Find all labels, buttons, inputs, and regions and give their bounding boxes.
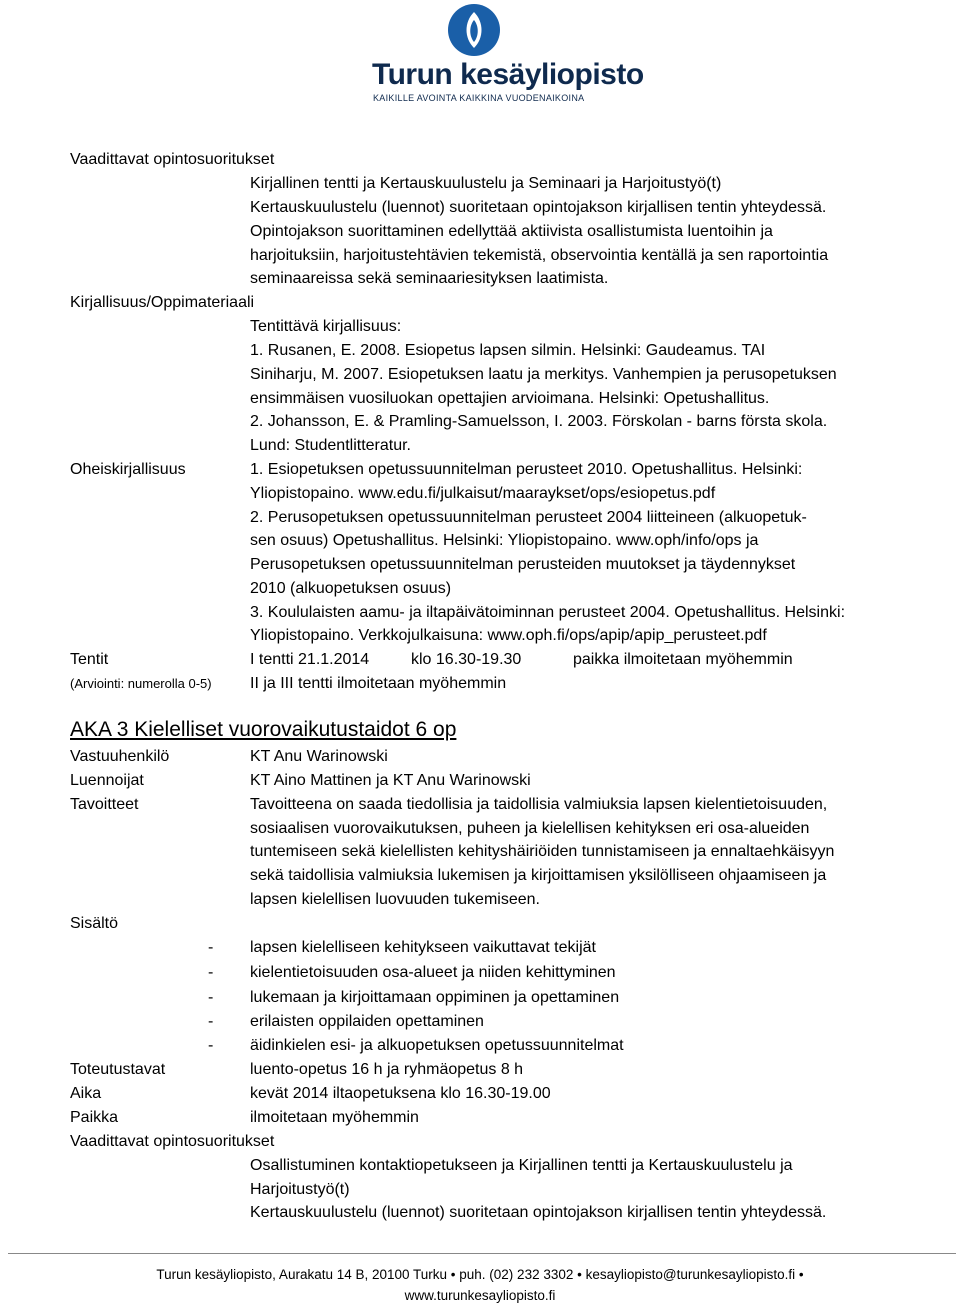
required-line: Kertauskuulustelu (luennot) suoritetaan opintojakson kirjallisen tentin yhteydessä. [250,199,827,216]
side-literature-line: 1. Esiopetuksen opetussuunnitelman perusteet 2010. Opetushallitus. Helsinki: [250,461,803,478]
side-literature-line: 3. Koululaisten aamu- ja iltapäivätoiminnan perusteet 2004. Opetushallitus. Helsinki: [250,604,846,621]
side-literature-line: Perusopetuksen opetussuunnitelman perusteiden muutokset ja täydennykset [250,556,796,573]
implementation-label: Toteutustavat [70,1061,166,1078]
goals-line: sosiaalisen vuorovaikutuksen, puheen ja kielellisen kehityksen eri osa-alueiden [250,820,810,837]
content-label: Sisältö [70,915,119,932]
list-item: kielentietoisuuden osa-alueet ja niiden kehittyminen [250,964,616,981]
logo-tagline: KAIKILLE AVOINTA KAIKKINA VUODENAIKOINA [373,93,585,103]
required-line: harjoituksiin, harjoitustehtävien tekemistä, observointia kentällä ja sen raportointia [250,247,829,264]
list-item: lapsen kielelliseen kehitykseen vaikuttavat tekijät [250,939,596,956]
grading-label: (Arviointi: numerolla 0-5) [70,676,212,691]
course-heading: AKA 3 Kielelliset vuorovaikutustaidot 6 op [70,718,457,741]
required-line-2: Osallistuminen kontaktiopetukseen ja Kirjallinen tentti ja Kertauskuulustelu ja [250,1157,793,1174]
responsible-name: Anu Warinowski [273,748,388,765]
list-item: äidinkielen esi- ja alkuopetuksen opetussuunnitelmat [250,1037,624,1054]
goals-line: tuntemiseen sekä kielellisten kehityshäiriöiden tunnistamiseen ja ennaltaehkäisyyn [250,843,835,860]
literature-line: ensimmäisen vuosiluokan opettajien arvioimana. Helsinki: Opetushallitus. [250,390,770,407]
time: kevät 2014 iltaopetuksena klo 16.30-19.00 [250,1085,551,1102]
place: ilmoitetaan myöhemmin [250,1109,419,1126]
implementation: luento-opetus 16 h ja ryhmäopetus 8 h [250,1061,524,1078]
footer-website[interactable]: www.turunkesayliopisto.fi [404,1288,556,1303]
required-line-2: Kertauskuulustelu (luennot) suoritetaan opintojakson kirjallisen tentin yhteydessä. [250,1204,827,1221]
literature-line: Siniharju, M. 2007. Esiopetuksen laatu ja merkitys. Vanhempien ja perusopetuksen [250,366,837,383]
logo-name: Turun kesäyliopisto [372,58,644,91]
list-item: lukemaan ja kirjoittamaan oppiminen ja opettaminen [250,989,620,1006]
side-literature-line: Yliopistopaino. Verkkojulkaisuna: www.oph.fi/ops/apip/apip_perusteet.pdf [250,627,767,644]
goals-label: Tavoitteet [70,796,139,813]
list-item: erilaisten oppilaiden opettaminen [250,1013,484,1030]
goals-line: Tavoitteena on saada tiedollisia ja taidollisia valmiuksia lapsen kielentietoisuuden, [250,796,828,813]
exam-1: I tentti 21.1.2014 [250,651,370,668]
exams-label: Tentit [70,651,109,668]
goals-line: lapsen kielellisen luovuuden tukemiseen. [250,891,540,908]
required-line: Opintojakson suorittaminen edellyttää aktiivista osallistumista luentoihin ja [250,223,773,240]
list-bullet: - [208,1013,214,1030]
exam-1-note: paikka ilmoitetaan myöhemmin [573,651,793,668]
list-bullet: - [208,964,214,981]
literature-label: Kirjallisuus/Oppimateriaali [70,294,255,311]
goals-line: sekä taidollisia valmiuksia lukemisen ja kirjoittamisen yksilölliseen ohjaamiseen ja [250,867,827,884]
side-literature-line: Yliopistopaino. www.edu.fi/julkaisut/maaraykset/ops/esiopetus.pdf [250,485,716,502]
lecturers-label: Luennoijat [70,772,144,789]
list-bullet: - [208,989,214,1006]
side-literature-line: 2010 (alkuopetuksen osuus) [250,580,452,597]
literature-line: Lund: Studentlitteratur. [250,437,411,454]
literature-line: 1. Rusanen, E. 2008. Esiopetus lapsen silmin. Helsinki: Gaudeamus. TAI [250,342,766,359]
required-label-2: Vaadittavat opintosuoritukset [70,1133,275,1150]
responsible-person [250,745,388,769]
place-label: Paikka [70,1109,119,1126]
footer-address: Turun kesäyliopisto, Aurakatu 14 B, 20100 Turku • puh. (02) 232 3302 • kesayliopisto@turunkesayliopisto.fi • [156,1267,804,1282]
responsible-prefix: KT [250,748,271,765]
side-literature-line: sen osuus) Opetushallitus. Helsinki: Yliopistopaino. www.oph/info/ops ja [250,532,759,549]
list-bullet: - [208,939,214,956]
footer-divider [8,1253,956,1254]
side-literature-label: Oheiskirjallisuus [70,461,186,478]
required-line-2: Harjoitustyö(t) [250,1181,350,1198]
literature-line: Tentittävä kirjallisuus: [250,318,402,335]
required-line: seminaareissa sekä seminaariesityksen laatimista. [250,270,609,287]
literature-line: 2. Johansson, E. & Pramling-Samuelsson, I. 2003. Förskolan - barns första skola. [250,413,828,430]
exam-2: II ja III tentti ilmoitetaan myöhemmin [250,675,507,692]
exam-1-time: klo 16.30-19.30 [411,651,522,668]
required-label: Vaadittavat opintosuoritukset [70,151,275,168]
logo-emblem-icon [444,2,504,62]
required-line: Kirjallinen tentti ja Kertauskuulustelu ja Seminaari ja Harjoitustyö(t) [250,175,722,192]
time-label: Aika [70,1085,102,1102]
responsible-label: Vastuuhenkilö [70,748,170,765]
lecturers: KT Aino Mattinen ja KT Anu Warinowski [250,772,531,789]
side-literature-line: 2. Perusopetuksen opetussuunnitelman perusteet 2004 liitteineen (alkuopetuk- [250,509,807,526]
list-bullet: - [208,1037,214,1054]
